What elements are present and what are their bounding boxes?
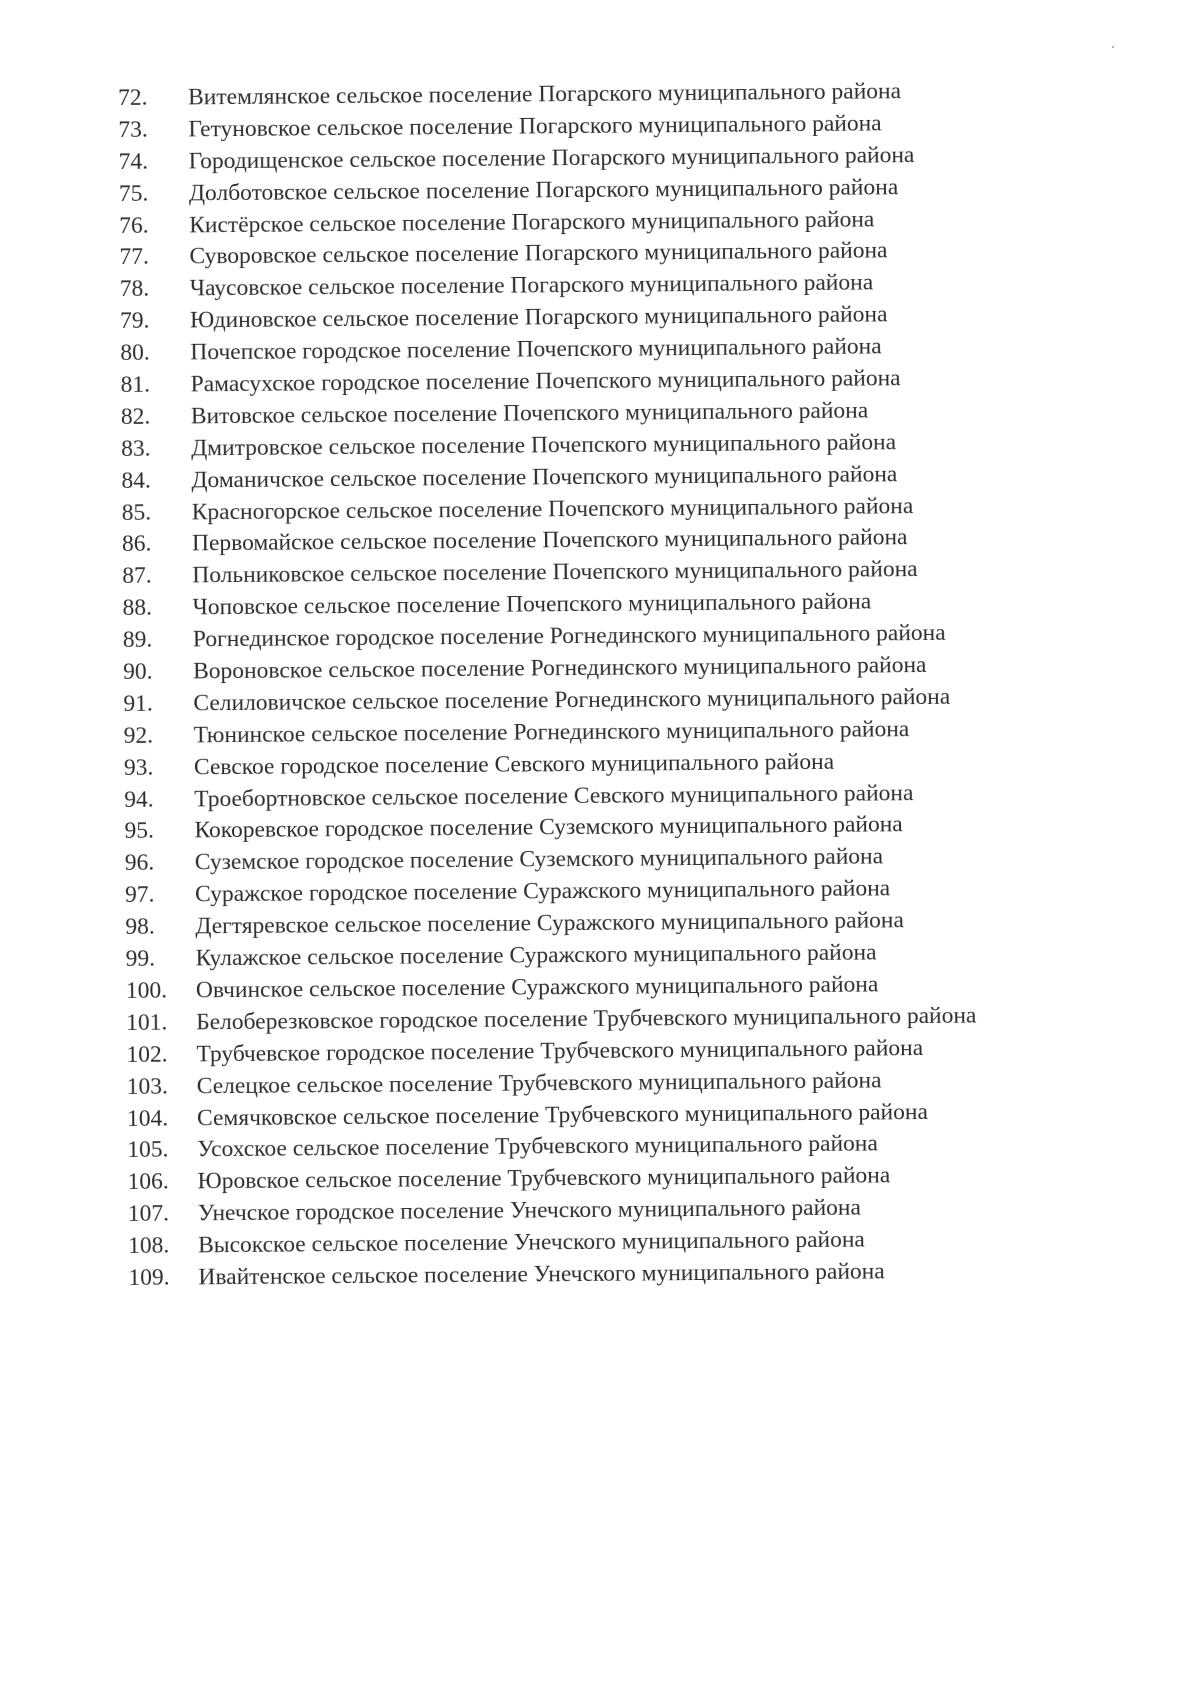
- item-number: 72.: [118, 84, 148, 111]
- item-number: 102.: [126, 1041, 168, 1068]
- item-number: 86.: [121, 531, 152, 558]
- item-text: Ивайтенское сельское поселение Унечского муниципального района: [198, 1258, 885, 1291]
- item-text: Юдиновское сельское поселение Погарского муниципального района: [189, 301, 888, 334]
- item-number: 80.: [120, 339, 150, 367]
- item-number: 83.: [121, 435, 151, 462]
- item-text: Суворовское сельское поселение Погарского муниципального района: [189, 237, 888, 270]
- item-text: Гетуновское сельское поселение Погарского муниципального района: [188, 110, 882, 143]
- item-text: Тюнинское сельское поселение Рогнединского муниципального района: [193, 715, 910, 749]
- item-number: 108.: [128, 1232, 170, 1260]
- item-number: 97.: [124, 881, 155, 909]
- item-number: 101.: [126, 1009, 168, 1036]
- item-text: Дегтяревское сельское поселение Суражского муниципального района: [195, 907, 905, 940]
- item-number: 89.: [122, 626, 153, 654]
- item-text: Красногорское сельское поселение Почепского муниципального района: [191, 492, 914, 525]
- item-text: Рогнединское городское поселение Рогнединского муниципального района: [192, 619, 946, 653]
- item-number: 78.: [119, 276, 150, 303]
- item-number: 76.: [119, 212, 149, 239]
- item-text: Чоповское сельское поселение Почепского муниципального района: [192, 588, 872, 621]
- item-text: Севское городское поселение Севского муниципального района: [193, 748, 835, 781]
- item-number: 84.: [121, 467, 151, 494]
- item-text: Долботовское сельское поселение Погарского муниципального района: [188, 173, 899, 207]
- item-text: Почепское городское поселение Почепского муниципального района: [190, 333, 882, 366]
- item-text: Селиловичское сельское поселение Рогнединского муниципального района: [193, 683, 951, 717]
- item-text: Семячковское сельское поселение Трубчевского муниципального района: [196, 1098, 929, 1131]
- item-number: 82.: [120, 403, 151, 430]
- item-number: 98.: [125, 913, 155, 941]
- item-number: 99.: [125, 945, 156, 973]
- item-text: Унечское городское поселение Унечского муниципального района: [197, 1194, 862, 1227]
- item-text: Дмитровское сельское поселение Почепского муниципального района: [191, 429, 897, 462]
- item-text: Селецкое сельское поселение Трубчевского муниципального района: [196, 1066, 882, 1099]
- item-number: 94.: [124, 786, 154, 813]
- item-text: Вороновское сельское поселение Рогнединского муниципального района: [193, 651, 927, 685]
- item-text: Усохское сельское поселение Трубчевского муниципального района: [197, 1130, 878, 1163]
- item-number: 79.: [119, 307, 150, 335]
- item-text: Овчинское сельское поселение Суражского муниципального района: [195, 971, 879, 1004]
- item-text: Первомайское сельское поселение Почепского муниципального района: [191, 524, 908, 557]
- item-number: 81.: [120, 371, 151, 399]
- scan-speck: [1112, 46, 1114, 48]
- item-number: 95.: [124, 818, 155, 845]
- settlement-list: [118, 75, 1189, 1296]
- item-number: 103.: [126, 1073, 168, 1100]
- item-text: Юровское сельское поселение Трубчевского муниципального района: [197, 1162, 891, 1195]
- item-text: Суземское городское поселение Суземского муниципального района: [194, 843, 884, 876]
- item-number: 88.: [122, 594, 153, 622]
- item-number: 75.: [118, 180, 149, 207]
- item-text: Кокоревское городское поселение Суземского муниципального района: [194, 811, 903, 844]
- item-number: 73.: [118, 116, 148, 143]
- item-number: 106.: [127, 1168, 169, 1196]
- item-number: 109.: [128, 1264, 170, 1291]
- item-text: Доманичское сельское поселение Почепского муниципального района: [191, 460, 898, 494]
- item-number: 104.: [126, 1105, 169, 1132]
- item-text: Витовское сельское поселение Почепского муниципального района: [190, 397, 869, 430]
- item-number: 107.: [127, 1200, 170, 1228]
- item-text: Трубчевское городское поселение Трубчевского муниципального района: [196, 1034, 924, 1068]
- item-number: 87.: [122, 563, 152, 590]
- item-number: 90.: [123, 658, 153, 686]
- item-text: Суражское городское поселение Суражского муниципального района: [194, 875, 891, 908]
- item-text: Высокское сельское поселение Унечского муниципального района: [198, 1226, 865, 1259]
- item-text: Белоберезковское городское поселение Трубчевского муниципального района: [196, 1002, 977, 1036]
- item-number: 92.: [123, 722, 154, 749]
- item-number: 77.: [119, 244, 150, 271]
- item-text: Польниковское сельское поселение Почепского муниципального района: [192, 556, 918, 589]
- item-text: Чаусовское сельское поселение Погарского муниципального района: [189, 269, 874, 302]
- item-number: 93.: [123, 754, 154, 781]
- item-number: 91.: [123, 690, 153, 717]
- item-text: Витемлянское сельское поселение Погарского муниципального района: [188, 78, 902, 111]
- item-text: Кистёрское сельское поселение Погарского муниципального района: [189, 205, 875, 238]
- item-text: Троебортновское сельское поселение Севского муниципального района: [194, 779, 914, 812]
- item-number: 96.: [124, 850, 155, 877]
- item-number: 105.: [127, 1136, 169, 1164]
- item-number: 85.: [121, 499, 152, 526]
- item-text: Городищенское сельское поселение Погарского муниципального района: [188, 141, 915, 175]
- item-number: 100.: [125, 977, 168, 1004]
- item-text: Рамасухское городское поселение Почепского муниципального района: [190, 365, 901, 398]
- item-number: 74.: [118, 148, 149, 175]
- item-text: Кулажское сельское поселение Суражского муниципального района: [195, 939, 877, 972]
